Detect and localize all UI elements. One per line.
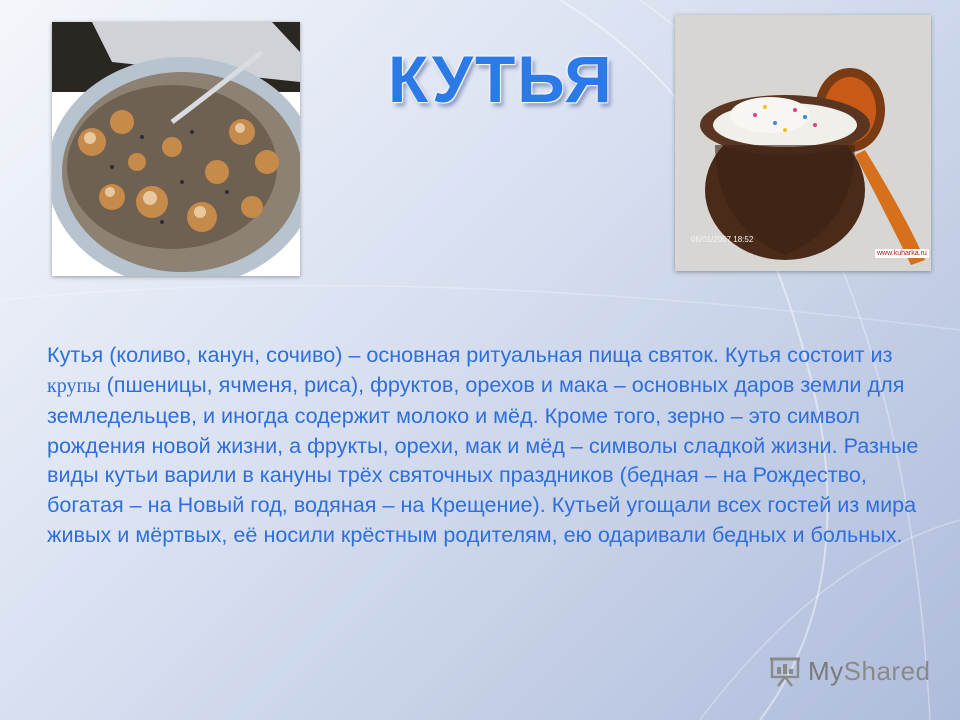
- photo-site-label: www.kuharka.ru: [877, 250, 927, 257]
- slide-title: КУТЬЯ: [388, 42, 614, 116]
- myshared-watermark: [768, 655, 931, 687]
- presentation-board-icon: [768, 655, 802, 687]
- paragraph-part-serif: крупы: [47, 374, 101, 397]
- watermark-label: [808, 656, 931, 687]
- watermark-label-rest: Shared: [843, 655, 931, 686]
- kutya-clay-pot-with-spoon-photo-icon: [675, 15, 931, 271]
- paragraph-part: (пшеницы, ячменя, риса), фруктов, орехов и мака – основных даров земли для земледельцев, и иногда содержит молоко и мёд. Кроме того, зерно – это символ рождения новой жизни, а фрукты, орехи, мак и мёд – символы сладкой жизни. Разные виды кутьи варили в кануны трёх святочных праздников (бедная – на Рождество, богатая – на Новый год, водяная – на Крещение). Кутьей угощали всех гостей из мира живых и мёртвых, её носили крёстным родителям, ею одаривали бедных и больных.: [47, 371, 919, 547]
- kutya-bowl-photo: [52, 22, 300, 276]
- photo-timestamp: 06/01/2007 18:52: [691, 235, 754, 244]
- watermark-label-my: My: [808, 655, 844, 686]
- kutya-pot-photo: [675, 15, 931, 271]
- slide-paragraph: [47, 340, 922, 549]
- kutya-bowl-with-walnuts-photo-icon: [52, 22, 300, 276]
- paragraph-part: Кутья (коливо, канун, сочиво) – основная ритуальная пища святок. Кутья состоит из: [47, 342, 893, 367]
